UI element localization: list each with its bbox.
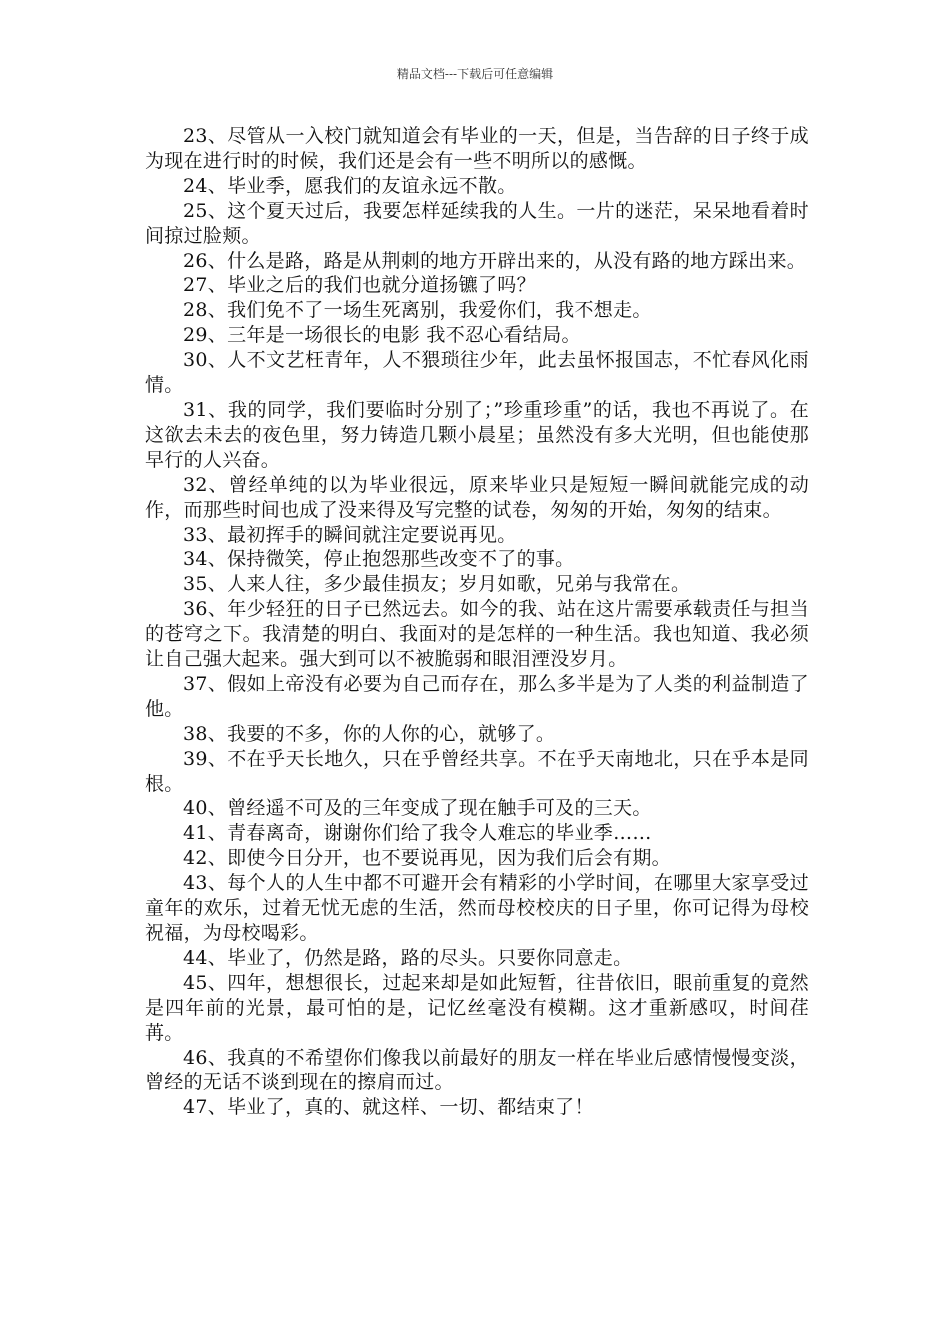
paragraph-46: 46、我真的不希望你们像我以前最好的朋友一样在毕业后感情慢慢变淡，曾经的无话不谈到现在的擦肩而过。 [145, 1046, 809, 1094]
paragraph-34: 34、保持微笑，停止抱怨那些改变不了的事。 [183, 548, 575, 571]
paragraph-25: 25、这个夏天过后，我要怎样延续我的人生。一片的迷茫，呆呆地看着时间掠过脸颊。 [145, 199, 809, 247]
paragraph-30: 30、人不文艺枉青年，人不猥琐往少年，此去虽怀报国志，不忙春风化雨情。 [145, 349, 809, 397]
paragraph-44: 44、毕业了，仍然是路，路的尽头。只要你同意走。 [183, 946, 633, 969]
paragraph-28: 28、我们免不了一场生死离别，我爱你们，我不想走。 [183, 299, 652, 322]
paragraph-38: 38、我要的不多，你的人你的心，就够了。 [183, 722, 556, 745]
paragraph-45: 45、四年，想想很长，过起来却是如此短暂，往昔依旧，眼前重复的竟然是四年前的光景，最可怕的是，记忆丝毫没有模糊。这才重新感叹，时间荏苒。 [145, 971, 809, 1044]
paragraph-29: 29、三年是一场很长的电影 我不忍心看结局。 [183, 324, 581, 347]
paragraph-40: 40、曾经遥不可及的三年变成了现在触手可及的三天。 [183, 797, 652, 820]
paragraph-32: 32、曾经单纯的以为毕业很远，原来毕业只是短短一瞬间就能完成的动作，而那些时间也成了没来得及写完整的试卷，匆匆的开始，匆匆的结束。 [145, 473, 809, 521]
paragraph-42: 42、即使今日分开，也不要说再见，因为我们后会有期。 [183, 847, 671, 870]
paragraph-43: 43、每个人的人生中都不可避开会有精彩的小学时间，在哪里大家享受过童年的欢乐，过着无忧无虑的生活，然而母校校庆的日子里，你可记得为母校祝福，为母校喝彩。 [145, 872, 809, 944]
paragraph-27: 27、毕业之后的我们也就分道扬镳了吗？ [183, 274, 536, 297]
paragraph-26: 26、什么是路，路是从荆刺的地方开辟出来的，从没有路的地方踩出来。 [183, 249, 807, 272]
paragraph-35: 35、人来人往，多少最佳损友；岁月如歌，兄弟与我常在。 [183, 573, 691, 596]
paragraph-33: 33、最初挥手的瞬间就注定要说再见。 [183, 523, 517, 546]
page-header: 精品文档---下载后可任意编辑 [396, 67, 554, 81]
paragraph-36: 36、年少轻狂的日子已然远去。如今的我、站在这片需要承载责任与担当的苍穹之下。我清楚的明白、我面对的是怎样的一种生活。我也知道、我必须让自己强大起来。强大到可以不被脆弱和眼泪湮没岁月。 [145, 598, 809, 671]
document-body [145, 124, 809, 1120]
paragraph-24: 24、毕业季，愿我们的友谊永远不散。 [183, 174, 517, 197]
paragraph-47: 47、毕业了，真的、就这样、一切、都结束了！ [183, 1096, 594, 1119]
paragraph-37: 37、假如上帝没有必要为自己而存在，那么多半是为了人类的利益制造了他。 [145, 672, 809, 720]
paragraph-41: 41、青春离奇，谢谢你们给了我令人难忘的毕业季…… [183, 822, 652, 845]
paragraph-31: 31、我的同学，我们要临时分别了；”珍重珍重”的话，我也不再说了。在这欲去未去的夜色里，努力铸造几颗小晨星；虽然没有多大光明，但也能使那早行的人兴奋。 [145, 398, 809, 471]
paragraph-39: 39、不在乎天长地久，只在乎曾经共享。不在乎天南地北，只在乎本是同根。 [145, 747, 809, 795]
paragraph-23: 23、尽管从一入校门就知道会有毕业的一天，但是，当告辞的日子终于成为现在进行时的时候，我们还是会有一些不明所以的感慨。 [145, 125, 809, 172]
